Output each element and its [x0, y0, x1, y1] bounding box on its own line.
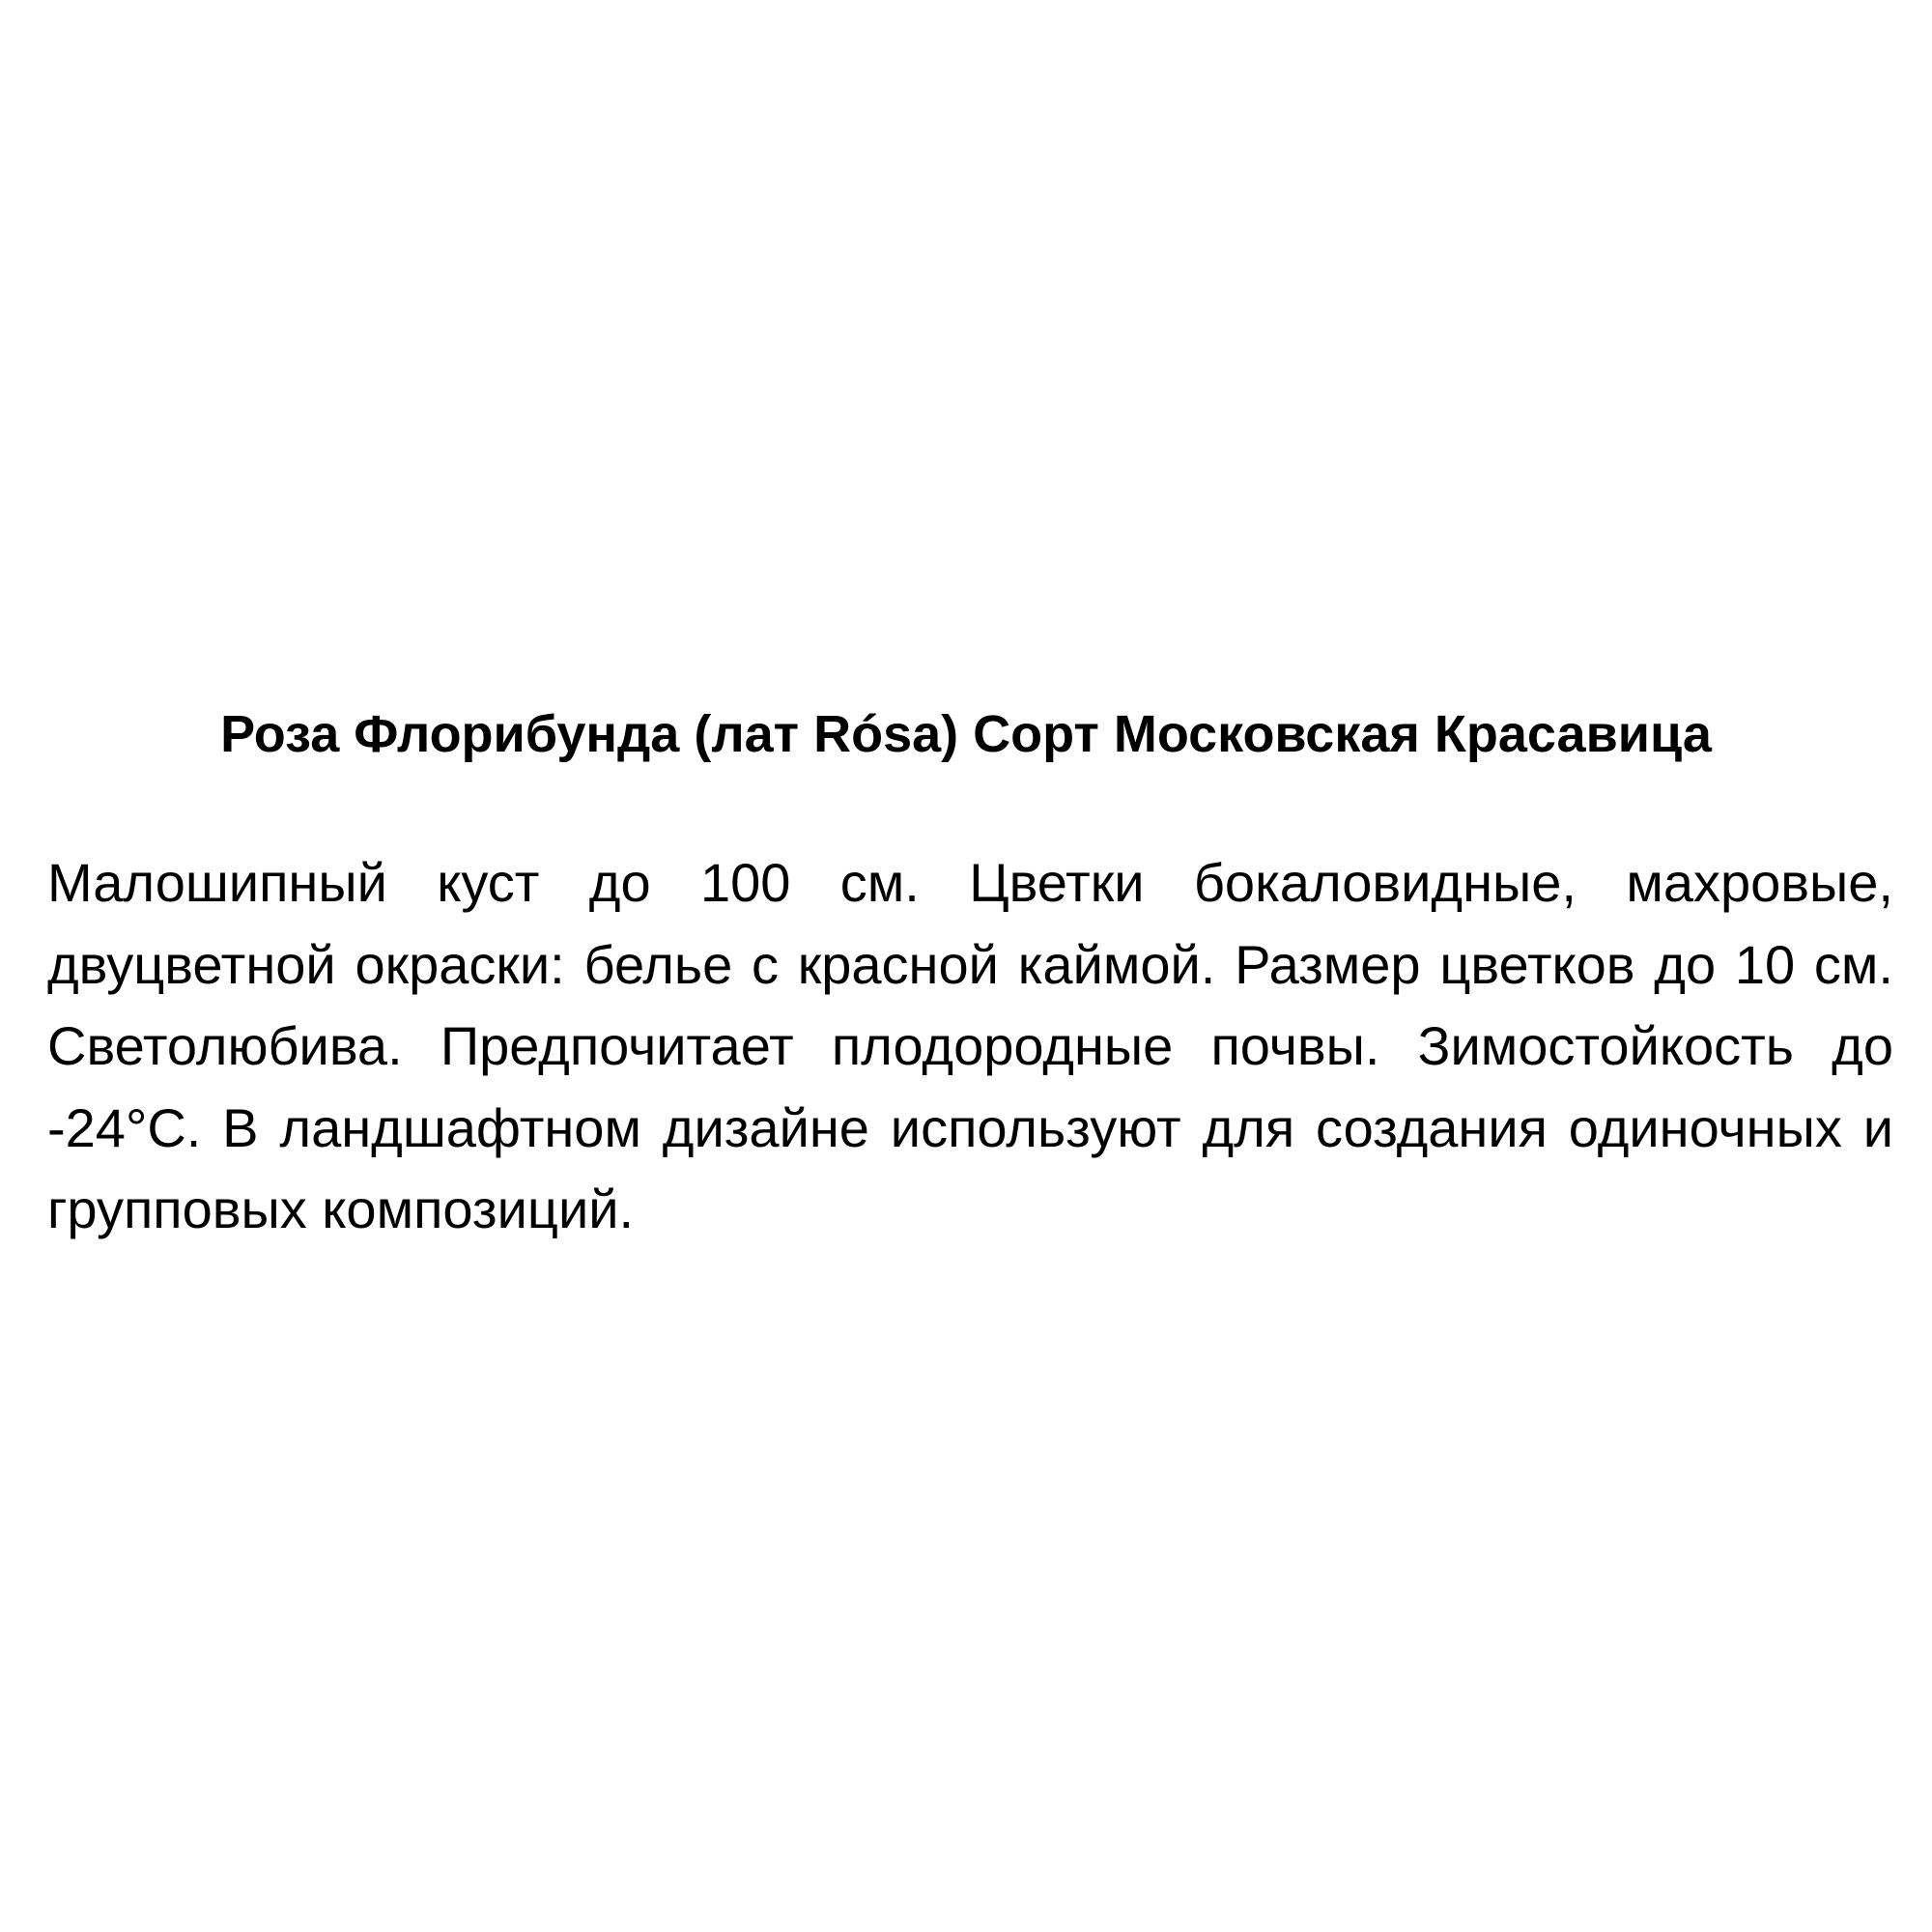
description-paragraph: Малошипный куст до 100 см. Цветки бокаловидные, махровые, двуцветной окраски: белье с красной каймой. Размер цветков до 10 см. Светолюбива. Предпочитает плодородные почвы. Зимостойкость до -24°С. В ландшафтном дизайне используют для создания одиночных и групповых композиций.	[47, 852, 1893, 1239]
page-title: Роза Флорибунда (лат Rósa) Сорт Московская Красавица	[220, 705, 1712, 763]
